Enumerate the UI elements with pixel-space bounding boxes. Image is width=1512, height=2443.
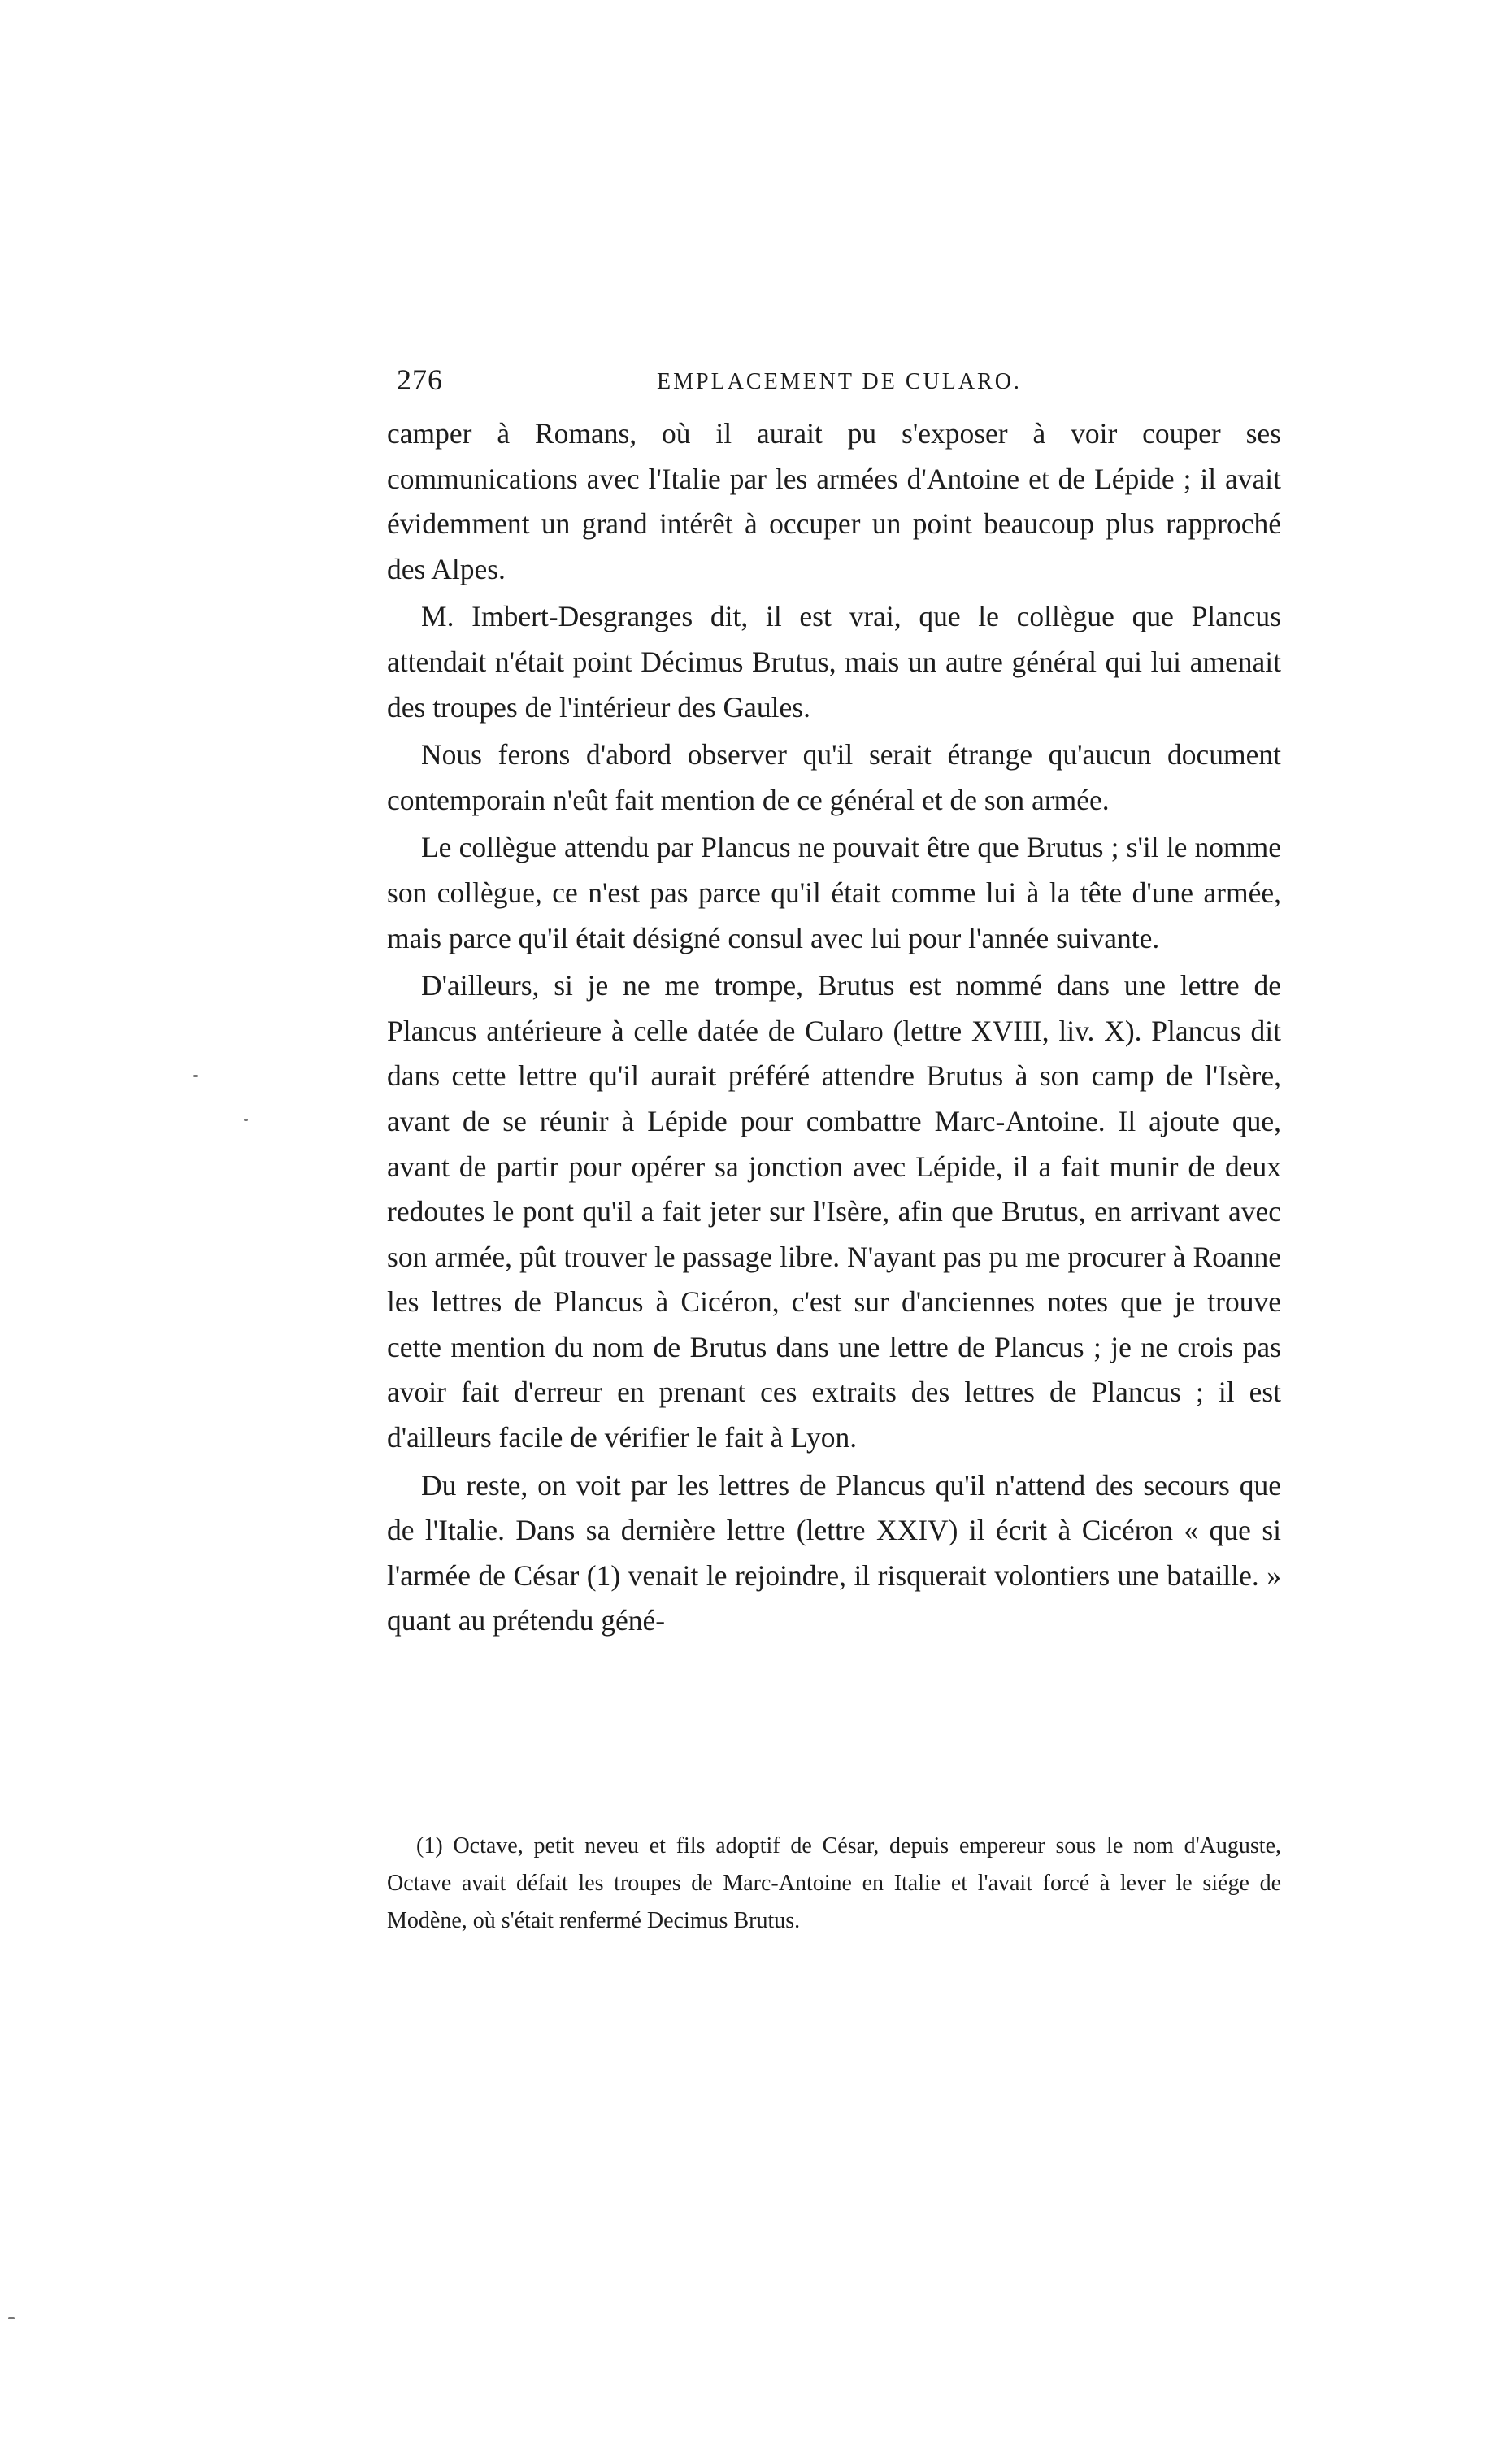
- footnote: (1) Octave, petit neveu et fils adoptif de César, depuis empereur sous le nom d'Auguste, Octave avait défait les troupes de Marc-Antoine en Italie et l'avait forcé à lever le siége de Modène, où s'était renfermé Decimus Brutus.: [387, 1833, 1281, 1933]
- page-number: 276: [397, 363, 443, 396]
- scan-speck: [8, 2317, 15, 2319]
- page-header: [397, 363, 1271, 400]
- paragraph-6: Du reste, on voit par les lettres de Plancus qu'il n'attend des secours que de l'Italie. Dans sa dernière lettre (lettre XXIV) il écrit à Cicéron « que si l'armée de César (1) venait le rejoindre, il risquerait volontiers une bataille. » quant au prétendu géné-: [387, 1468, 1281, 1637]
- scan-speck: [193, 1075, 198, 1077]
- paragraph-2: M. Imbert-Desgranges dit, il est vrai, que le collègue que Plancus attendait n'était point Décimus Brutus, mais un autre général qui lui amenait des troupes de l'intérieur des Gaules.: [387, 600, 1281, 724]
- paragraph-4: Le collègue attendu par Plancus ne pouvait être que Brutus ; s'il le nomme son collègue, ce n'est pas parce qu'il était comme lui à la tête d'une armée, mais parce qu'il était désigné consul avec lui pour l'année suivante.: [387, 831, 1281, 954]
- paragraph-5: D'ailleurs, si je ne me trompe, Brutus est nommé dans une lettre de Plancus antérieure à celle datée de Cularo (lettre XVIII, liv. X). Plancus dit dans cette lettre qu'il aurait préféré attendre Brutus à son camp de l'Isère, avant de se réunir à Lépide pour combattre Marc-Antoine. Il ajoute que, avant de partir pour opérer sa jonction avec Lépide, il a fait munir de deux redoutes le pont qu'il a fait jeter sur l'Isère, afin que Brutus, en arrivant avec son armée, pût trouver le passage libre. N'ayant pas pu me procurer à Roanne les lettres de Plancus à Cicéron, c'est sur d'anciennes notes que je trouve cette mention du nom de Brutus dans une lettre de Plancus ; je ne crois pas avoir fait d'erreur en prenant ces extraits des lettres de Plancus ; il est d'ailleurs facile de vérifier le fait à Lyon.: [387, 969, 1281, 1454]
- scan-speck: [244, 1119, 248, 1121]
- running-head: EMPLACEMENT DE CULARO.: [657, 369, 1022, 394]
- paragraph-3: Nous ferons d'abord observer qu'il serait étrange qu'aucun document contemporain n'eût fait mention de ce général et de son armée.: [387, 738, 1281, 816]
- paragraph-1: camper à Romans, où il aurait pu s'exposer à voir couper ses communications avec l'Italie par les armées d'Antoine et de Lépide ; il avait évidemment un grand intérêt à occuper un point beaucoup plus rapproché des Alpes.: [387, 417, 1281, 585]
- body-text: [387, 411, 1281, 1644]
